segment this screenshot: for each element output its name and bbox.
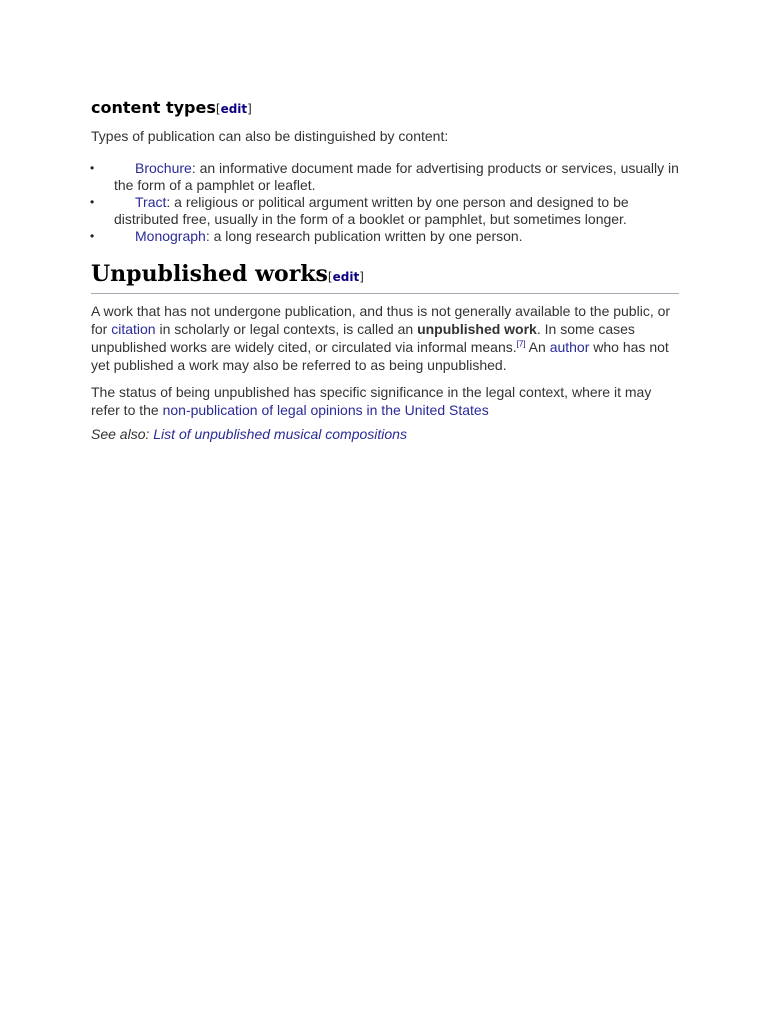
- paragraph-text: . In some cases unpublished works are widely cited, or circulated via informal means.: [91, 321, 635, 355]
- unpublished-works-title: Unpublished works: [91, 261, 328, 287]
- edit-unpublished-works-link[interactable]: edit: [332, 270, 360, 284]
- brochure-link[interactable]: Brochure: [135, 160, 192, 176]
- content-types-intro: Types of publication can also be distinguished by content:: [91, 128, 449, 144]
- paragraph-text: in scholarly or legal contexts, is called an: [155, 321, 418, 337]
- see-also-label: See also:: [91, 426, 154, 442]
- tract-link[interactable]: Tract: [135, 194, 167, 210]
- edit-content-types-link[interactable]: edit: [220, 102, 248, 116]
- bullet-icon: •: [90, 195, 95, 209]
- reference-7-link[interactable]: [7]: [516, 339, 526, 349]
- unpublished-musical-compositions-link[interactable]: List of unpublished musical compositions: [153, 426, 407, 442]
- article-content: [91, 96, 679, 443]
- author-link[interactable]: author: [549, 339, 590, 355]
- list-item: [91, 194, 679, 228]
- bracket-open: [: [215, 102, 221, 116]
- list-item: [91, 228, 679, 245]
- list-item: [91, 160, 679, 194]
- content-types-heading: [91, 96, 679, 121]
- edit-section-wrapper: [216, 102, 252, 116]
- list-item-text: : a long research publication written by one person.: [205, 228, 523, 244]
- unpublished-paragraph-1: [91, 302, 679, 374]
- paragraph-text: An: [525, 339, 550, 355]
- bracket-close: ]: [247, 102, 252, 116]
- bracket-open: [: [327, 270, 333, 284]
- see-also: [91, 425, 679, 443]
- bracket-close: ]: [359, 270, 364, 284]
- unpublished-work-term: unpublished work: [417, 321, 537, 337]
- paragraph-text: A work that has not undergone publication, and thus is not generally available to the public, or for: [91, 303, 671, 337]
- bullet-icon: •: [90, 229, 95, 243]
- bullet-icon: •: [90, 161, 95, 175]
- edit-section-wrapper: [328, 270, 364, 284]
- unpublished-works-heading: [91, 259, 679, 294]
- content-types-title: content types: [91, 98, 216, 117]
- non-publication-link[interactable]: non-publication of legal opinions in the United States: [162, 402, 489, 418]
- unpublished-paragraph-2: [91, 383, 679, 419]
- list-item-text: : an informative document made for advertising products or services, usually in the form of a pamphlet or leaflet.: [114, 160, 679, 193]
- citation-link[interactable]: citation: [111, 321, 156, 337]
- content-types-list: [91, 160, 679, 245]
- paragraph-text: The status of being unpublished has specific significance in the legal context, where it may refer to the: [91, 384, 652, 418]
- paragraph-text: who has not yet published a work may also be referred to as being unpublished.: [91, 339, 669, 373]
- monograph-link[interactable]: Monograph: [135, 228, 206, 244]
- list-item-text: : a religious or political argument written by one person and designed to be distributed free, usually in the form of a booklet or pamphlet, but sometimes longer.: [114, 194, 629, 227]
